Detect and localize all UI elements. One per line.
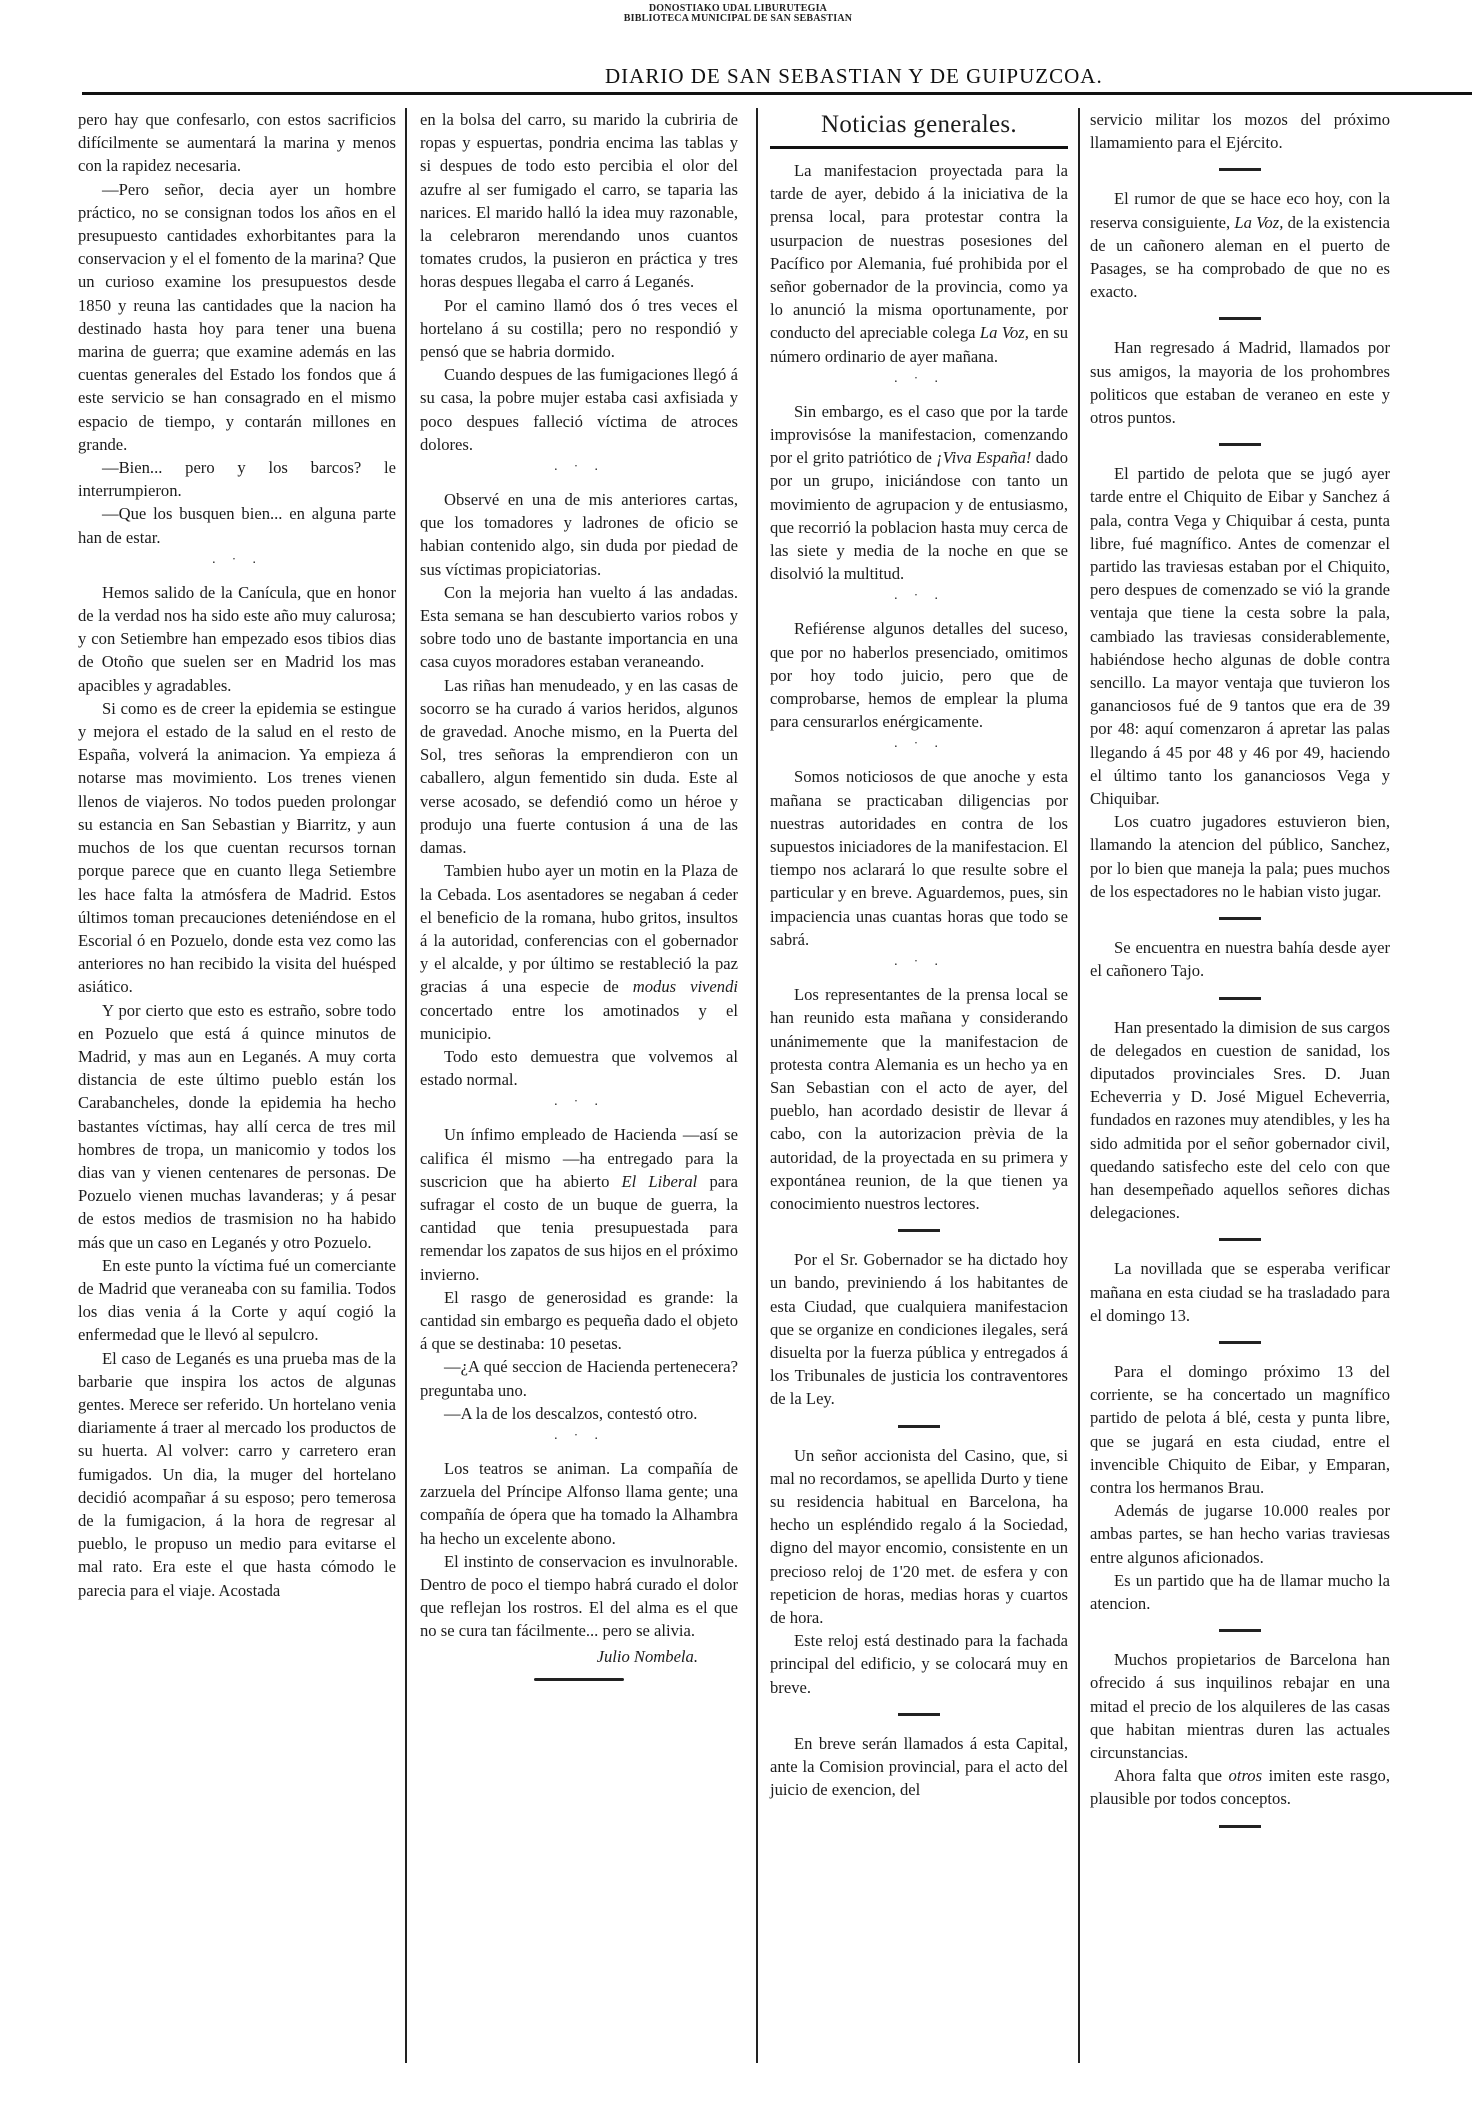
end-rule-ornament (534, 1678, 624, 1681)
text-run: imiten este rasgo, plausible por todos conceptos. (1090, 1766, 1390, 1809)
asterism-ornament: · ˙ · (893, 958, 945, 974)
divider (1219, 1629, 1261, 1632)
column-4 (1090, 108, 1390, 1844)
paragraph: Los teatros se animan. La compañía de zarzuela del Príncipe Alfonso llama gente; una compañía de ópera que ha tomado la Alhambra ha hecho un excelente abono. (420, 1458, 738, 1548)
paragraph: Es un partido que ha de llamar mucho la atencion. (1090, 1570, 1390, 1613)
divider (1219, 443, 1261, 446)
paragraph (770, 159, 1068, 368)
paragraph: Además de jugarse 10.000 reales por ambas partes, se han hecho varias traviesas entre algunos aficionados. (1090, 1501, 1390, 1567)
library-stamp-line2: BIBLIOTECA MUNICIPAL DE SAN SEBASTIAN (623, 13, 853, 24)
divider (898, 1425, 940, 1428)
paragraph: La novillada que se esperaba verificar mañana en esta ciudad se ha trasladado para el domingo 13. (1090, 1259, 1390, 1325)
paragraph: —Bien... pero y los barcos? le interrumpieron. (78, 458, 396, 501)
paragraph: Todo esto demuestra que volvemos al estado normal. (420, 1046, 738, 1090)
text-run: en su número ordinario de ayer mañana. (770, 323, 1068, 366)
column-rule-3 (1078, 108, 1080, 2063)
divider (1219, 1341, 1261, 1344)
column-1 (78, 108, 396, 1602)
asterism-ornament: · ˙ · (893, 374, 945, 390)
divider (1219, 997, 1261, 1000)
paragraph: Por el camino llamó dos ó tres veces el hortelano á su costilla; pero no respondió y pensó que se habria dormido. (420, 295, 738, 362)
section-title: Noticias generales. (821, 111, 1017, 138)
divider (1219, 917, 1261, 920)
text-run: La manifestacion proyectada para la tarde de ayer, debido á la iniciativa de la prensa local, para protestar contra la usurpacion de nuestras posesiones del Pacífico por Alemania, fué prohibida por el señor gobernador de la provincia, como ya lo anunció la misma oportunamente, por conducto del apreciable colega (770, 161, 1068, 343)
section-rule (770, 146, 1068, 149)
paragraph: —A la de los descalzos, contestó otro. (444, 1403, 698, 1423)
paragraph: El partido de pelota que se jugó ayer tarde entre el Chiquito de Eibar y Sanchez á pala, contra Vega y Chiquibar á cesta, punta libre, fué magnífico. Antes de comenzar el partido las traviesas estaban por el Chiquito, pero despues de comenzado se vió la grande ventaja que tiene la cesta sobre la pala, cambiado las traviesas considerablemente, habiéndose hecho algunas de doble contra sencillo. La mayor ventaja que tuvieron los gananciosos fué de 9 tantos que era de 39 por 48: aquí comenzaron á apretar las palas llegando á 45 por 48 y 46 por 49, haciendo el último tanto los gananciosos Vega y Chiquibar. (1090, 464, 1390, 809)
text-run: concertado entre los amotinados y el municipio. (420, 1000, 738, 1043)
paragraph: Se encuentra en nuestra bahía desde ayer el cañonero Tajo. (1090, 938, 1390, 981)
text-run: Un ínfimo empleado de Hacienda —así se califica él mismo —ha entregado para la suscricion que ha abierto (420, 1125, 738, 1191)
paragraph: —Pero señor, decia ayer un hombre práctico, no se consignan todos los años en el presupuesto cantidades exhorbitantes para la conservacion y el el fomento de la marina? Que un curioso examine los presupuestos desde 1850 y reuna las cantidades que la nacion ha destinado hasta hoy para tener una buena marina de guerra; que examine además en las cuentas generales del Estado los fondos que á este servicio se han consagrado en el mismo espacio de tiempo, y contarán millones en grande. (78, 179, 396, 454)
italic-phrase: ¡Viva España! (936, 448, 1032, 468)
text-run: de la existencia de un cañonero aleman en el puerto de Pasages, se ha comprobado de que no es exacto. (1090, 212, 1391, 302)
paragraph: Han presentado la dimision de sus cargos de delegados en cuestion de sanidad, los diputados provinciales Sres. D. Juan Echeverria y D. José Miguel Echeverria, fundados en razones muy atendibles, y les ha sido admitida por el señor gobernador civil, quedando satisfecho este del celo con que han desempeñado aquellos señores dichas delegaciones. (1090, 1017, 1390, 1223)
paragraph: El instinto de conservacion es invulnorable. Dentro de poco el tiempo habrá curado el dolor que reflejan los rostros. El del alma es el que no se cura tan fácilmente... pero se alivia. (420, 1551, 738, 1641)
paragraph (770, 400, 1068, 586)
paragraph: Un señor accionista del Casino, que, si mal no recordamos, se apellida Durto y tiene su residencia habitual en Barcelona, ha hecho un espléndido regalo á la Sociedad, digno del mayor encomio, consistente en un precioso reloj de 1'20 met. de esfera y con repeticion de horas, medias horas y cuartos de hora. (770, 1445, 1068, 1627)
paragraph: —Que los busquen bien... en alguna parte han de estar. (78, 504, 396, 547)
divider (898, 1713, 940, 1716)
paragraph: Por el Sr. Gobernador se ha dictado hoy un bando, previniendo á los habitantes de esta Ciudad, que cualquiera manifestacion que se organize en condiciones ilegales, será disuelta por la fuerza pública y entregados á los Tribunales de justicia los contraventores de la Ley. (770, 1250, 1068, 1409)
paragraph: El caso de Leganés es una prueba mas de la barbarie que inspira los actos de algunas gentes. Merece ser referido. Un hortelano venia diariamente á traer al mercado los productos de su huerta. Al volver: carro y carretero eran fumigados. Un dia, la muger del hortelano decidió acompañar á su esposo; pero temerosa de la fumigacion, á la hora de regresar al pueblo, le propuso un medio para evitarse el mal rato. Era este el que hasta cómodo le parecia para el viaje. Acostada (78, 1348, 396, 1600)
paragraph: Para el domingo próximo 13 del corriente, se ha concertado un magnífico partido de pelota á blé, cesta y punta libre, que se jugará en esta ciudad, entre el invencible Chiquito de Eibar, y Emparan, contra los hermanos Brau. (1090, 1361, 1390, 1497)
asterism-ornament: · ˙ · (553, 1098, 605, 1114)
text-run: Ahora falta que (1114, 1766, 1222, 1786)
text-run: Sin embargo, es el caso que por la tarde improvisóse la manifestacion, comenzando por el grito patriótico de (770, 401, 1068, 468)
divider (1219, 317, 1261, 320)
paragraph: Cuando despues de las fumigaciones llegó á su casa, la pobre mujer estaba casi axfisiada y poco despues falleció víctima de atroces dolores. (420, 365, 738, 454)
asterism-ornament: · ˙ · (893, 740, 945, 756)
paragraph (1090, 187, 1390, 303)
paragraph: El rasgo de generosidad es grande: la cantidad sin embargo es pequeña dado el objeto á que se destinaba: 10 pesetas. (420, 1287, 738, 1354)
text-run: Tambien hubo ayer un motin en la Plaza de la Cebada. Los asentadores se negaban á ceder el beneficio de la romana, hubo gritos, insultos á la autoridad, conferencias con el gobernador y el alcalde, y por último se restableció la paz gracias á una especie de (420, 861, 738, 997)
column-3 (770, 108, 1068, 1801)
paragraph: En breve serán llamados á esta Capital, ante la Comision provincial, para el acto del juicio de exencion, del (770, 1733, 1068, 1800)
italic-word: otros (1228, 1766, 1263, 1786)
paragraph: pero hay que confesarlo, con estos sacrificios difícilmente se aumentará la marina y menos con la rapidez necesaria. (78, 110, 396, 176)
asterism-ornament: · ˙ · (211, 555, 263, 571)
masthead-title: DIARIO DE SAN SEBASTIAN Y DE GUIPUZCOA. (605, 64, 1103, 88)
paragraph: Observé en una de mis anteriores cartas, que los tomadores y ladrones de oficio se habian contenido algo, sin duda por piedad de sus víctimas propiciatorias. (420, 490, 738, 579)
paragraph: —¿A qué seccion de Hacienda pertenecera? preguntaba uno. (420, 1357, 738, 1400)
asterism-ornament: · ˙ · (553, 1431, 605, 1447)
library-stamp-line1: DONOSTIAKO UDAL LIBURUTEGIA (648, 3, 828, 14)
paragraph (420, 1123, 738, 1285)
paragraph: Refiérense algunos detalles del suceso, que por no haberlos presenciado, omitimos por hoy todo juicio, pero que de comprobarse, hemos de emplear la pluma para censurarlos enérgicamente. (770, 619, 1068, 732)
divider (1219, 1825, 1261, 1828)
masthead-rule (82, 92, 1472, 95)
asterism-ornament: · ˙ · (553, 463, 605, 479)
paragraph: Los representantes de la prensa local se han reunido esta mañana y considerando unánimemente que la manifestacion de protesta contra Alemania es un hecho ya en San Sebastian con el acto de ayer, del pueblo, han acordado desistir de llevar á cabo, con la autorizacion prèvia de la autoridad, de la proyectada en su primera y expontánea reunion, de la que tienen ya conocimiento nuestros lectores. (770, 985, 1068, 1213)
text-run: para sufragar el costo de un buque de guerra, la cantidad que tenia presupuestada para remendar los zapatos de sus hijos en el próximo invierno. (420, 1171, 738, 1284)
text-run: dado por un grupo, iniciándose con tanto un movimiento de agrupacion y de entusiasmo, que recorrió la poblacion hasta muy cerca de las siete y media de la noche en que se disolvió la multitud. (770, 448, 1069, 584)
paragraph: en la bolsa del carro, su marido la cubriria de ropas y espuertas, pondria encima las tablas y si despues de todo esto percibia el olor del azufre al ser fumigado el carro, se taparia las narices. El marido halló la idea muy razonable, la celebraron merendando unos cuantos tomates crudos, la pusieron en práctica y tres horas despues llegaba el carro á Leganés. (420, 110, 738, 292)
column-rule-2 (756, 108, 758, 2063)
column-2 (420, 108, 738, 1681)
newspaper-name: La Voz, (1234, 212, 1284, 232)
paragraph: Con la mejoria han vuelto á las andadas. Esta semana se han descubierto varios robos y sobre todo uno de bastante importancia en una casa cuyos moradores estaban veraneando. (420, 582, 738, 672)
paragraph (1090, 1764, 1390, 1810)
paragraph: Y por cierto que esto es estraño, sobre todo en Pozuelo que está á quince minutos de Madrid, y mas aun en Leganés. A muy corta distancia de este último pueblo están los Carabancheles, donde la epidemia ha hecho bastantes víctimas, hay allí cerca de tres mil hombres de tropa, un manicomio y todos los dias van y vienen centenares de personas. De Pozuelo vienen muchas lavanderas; y á pesar de estos medios de trasmision no ha habido más que un caso en Leganés y otro Pozuelo. (78, 1000, 396, 1252)
divider (1219, 168, 1261, 171)
paragraph: Este reloj está destinado para la fachada principal del edificio, y se colocará muy en breve. (770, 1631, 1068, 1697)
paragraph: Han regresado á Madrid, llamados por sus amigos, la mayoria de los prohombres politicos que estaban de veraneo en este y otros puntos. (1090, 338, 1390, 428)
paragraph: Si como es de creer la epidemia se estingue y mejora el estado de la salud en el resto de España, volverá la animacion. Ya empieza á notarse mas movimiento. Los trenes vienen llenos de viajeros. No todos pueden prolongar su estancia en San Sebastian y Biarritz, y aun muchos de los que cuentan recursos tornan porque parece que en cuanto llega Setiembre les hace falta la atmósfera de Madrid. Estos últimos toman precauciones deteniéndose en el Escorial ó en Pozuelo, donde esta vez como las anteriores no han recibido la visita del huésped asiático. (78, 698, 396, 997)
paragraph: servicio militar los mozos del próximo llamamiento para el Ejército. (1090, 110, 1390, 153)
italic-phrase: modus vivendi (632, 977, 738, 997)
newspaper-name: La Voz, (979, 323, 1029, 343)
paragraph: Los cuatro jugadores estuvieron bien, llamando la atencion del público, Sanchez, por lo bien que maneja la pala; pues muchos de los espectadores no le habian visto jugar. (1090, 812, 1390, 901)
paragraph: Las riñas han menudeado, y en las casas de socorro se ha curado á varios heridos, algunos de gravedad. Anoche mismo, en la Puerta del Sol, tres señoras la emprendieron con un caballero, algun fementido sin duda. Este al verse acosado, se defendió como un héroe y produjo una fuerte contusion á una de las damas. (420, 675, 738, 858)
divider (1219, 1238, 1261, 1241)
column-rule-1 (405, 108, 407, 2063)
paragraph: Hemos salido de la Canícula, que en honor de la verdad nos ha sido este año muy calurosa; y con Setiembre han empezado esos tibios dias de Otoño que suelen ser en Madrid los mas apacibles y agradables. (78, 582, 396, 695)
asterism-ornament: · ˙ · (893, 592, 945, 608)
paragraph: Muchos propietarios de Barcelona han ofrecido á sus inquilinos rebajar en una mitad el precio de los alquileres de las casas que habitan mientras duren las actuales circunstancias. (1090, 1650, 1390, 1762)
newspaper-name: El Liberal (621, 1171, 698, 1191)
paragraph: En este punto la víctima fué un comerciante de Madrid que veraneaba con su familia. Todos los dias venia á la Corte y aquí cogió la enfermedad que le llevó al sepulcro. (78, 1255, 396, 1345)
text-run: El rumor de que se hace eco hoy, con la reserva consiguiente, (1090, 189, 1390, 232)
paragraph (420, 859, 738, 1045)
library-stamp (0, 4, 1476, 24)
divider (898, 1229, 940, 1232)
paragraph: Somos noticiosos de que anoche y esta mañana se practicaban diligencias por nuestras autoridades en contra de los supuestos iniciadores de la manifestacion. El tiempo nos aclarará lo que resulte sobre el particular y en breve. Aguardemos, pues, sin impaciencia unas cuantas horas que todo se sabrá. (770, 767, 1068, 949)
author-signature: Julio Nombela. (596, 1646, 698, 1666)
